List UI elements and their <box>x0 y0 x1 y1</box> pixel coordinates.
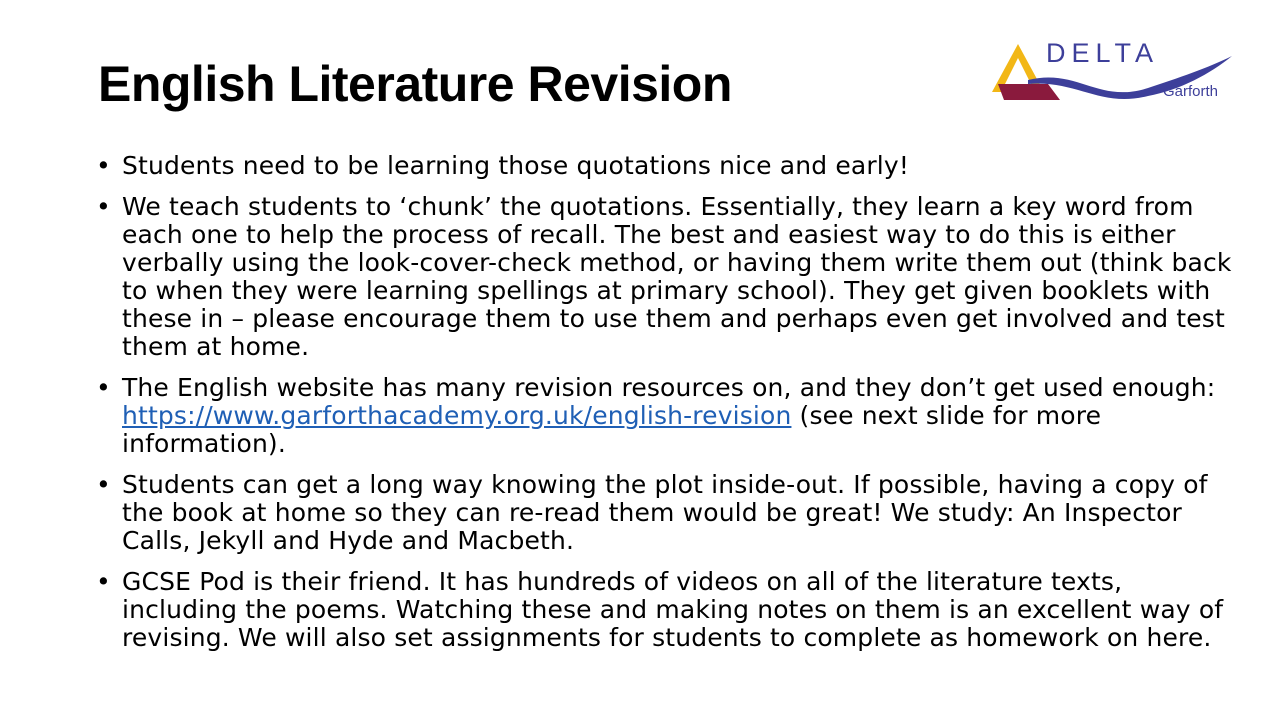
bullet-dot-icon: • <box>96 373 111 402</box>
bullet-text: Students need to be learning those quotations nice and early! <box>122 151 910 180</box>
bullet-text: Students can get a long way knowing the plot inside-out. If possible, having a copy of the book at home so they can re-read them would be great! We study: An Inspector Calls, Jekyll and Hyde and Macbeth. <box>122 470 1208 555</box>
bullet-item <box>96 193 1236 361</box>
bullet-dot-icon: • <box>96 470 111 499</box>
bullet-item <box>96 374 1236 458</box>
bullet-item <box>96 568 1236 652</box>
delta-garforth-logo <box>988 38 1236 106</box>
english-revision-link[interactable]: https://www.garforthacademy.org.uk/english-revision <box>122 401 792 430</box>
bullet-item <box>96 152 1236 180</box>
bullet-item <box>96 471 1236 555</box>
logo-wordmark: DELTA <box>1046 38 1160 68</box>
bullet-dot-icon: • <box>96 567 111 596</box>
bullet-list <box>96 152 1236 665</box>
slide-title: English Literature Revision <box>98 56 732 112</box>
bullet-dot-icon: • <box>96 192 111 221</box>
bullet-text: GCSE Pod is their friend. It has hundreds of videos on all of the literature texts, including the poems. Watching these and making notes on them is an excellent way of revising. We will also set assignments for students to complete as homework on here. <box>122 567 1224 652</box>
bullet-text-before-link: The English website has many revision resources on, and they don’t get used enough: <box>122 373 1216 402</box>
bullet-dot-icon: • <box>96 151 111 180</box>
bullet-text-after-link: (see next slide for more information). <box>122 401 1102 458</box>
bullet-text: We teach students to ‘chunk’ the quotations. Essentially, they learn a key word from each one to help the process of recall. The best and easiest way to do this is either verbally using the look-cover-check method, or having them write them out (think back to when they were learning spellings at primary school). They get given booklets with these in – please encourage them to use them and perhaps even get involved and test them at home. <box>122 192 1232 361</box>
logo-maroon-base <box>998 84 1060 100</box>
logo-subtitle: Garforth <box>1163 83 1219 100</box>
